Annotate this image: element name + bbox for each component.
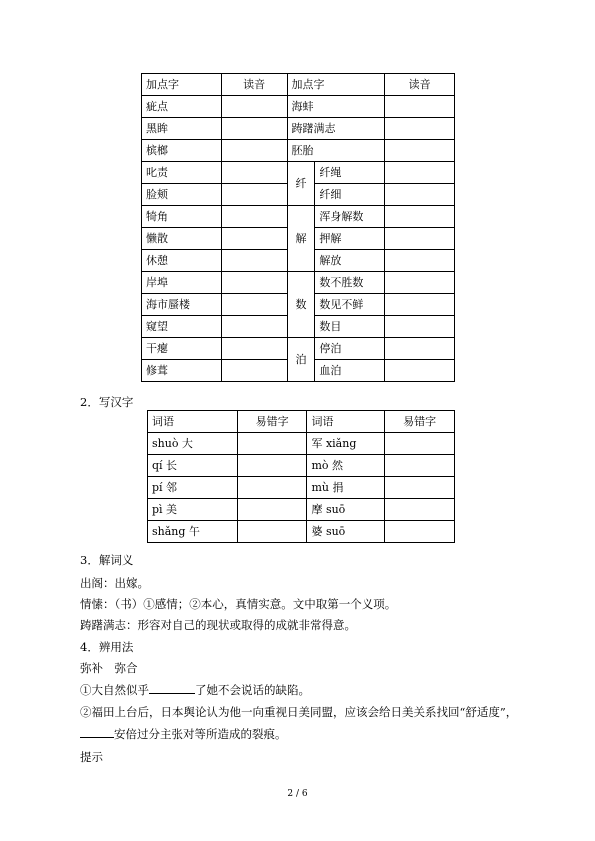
definition-line: 情愫：（书）①感情；②本心，真情实意。文中取第一个义项。	[80, 597, 397, 611]
table-row	[148, 477, 455, 499]
section-heading: 4．辨用法	[80, 640, 134, 654]
word-cell: mù 捐	[307, 477, 385, 499]
answer-cell	[237, 521, 307, 543]
word-cell: 胚胎	[287, 140, 385, 162]
answer-cell	[221, 250, 287, 272]
word-cell: 黑眸	[142, 118, 222, 140]
word-cell: 脸颊	[142, 184, 222, 206]
answer-cell	[237, 477, 307, 499]
definition-line: 踌躇满志：形容对自己的现状或取得的成就非常得意。	[80, 618, 356, 632]
word-cell: 窥望	[142, 316, 222, 338]
word-cell: 血泊	[315, 360, 385, 382]
pronunciation-table	[141, 73, 455, 382]
word-cell: 海市蜃楼	[142, 294, 222, 316]
question-1	[80, 685, 310, 697]
answer-cell	[221, 272, 287, 294]
word-cell: pí 邻	[148, 477, 238, 499]
word-cell: qí 长	[148, 455, 238, 477]
polyphone-char-cell: 纤	[287, 162, 315, 206]
table-header-cell: 读音	[385, 74, 455, 96]
word-cell: 数目	[315, 316, 385, 338]
answer-cell	[221, 118, 287, 140]
word-cell: 海蚌	[287, 96, 385, 118]
word-cell: 军 xiǎng	[307, 433, 385, 455]
table-row	[148, 433, 455, 455]
answer-cell	[385, 294, 455, 316]
question-text: 安倍过分主张对等所造成的裂痕。	[114, 727, 287, 741]
word-cell: 押解	[315, 228, 385, 250]
answer-cell	[385, 316, 455, 338]
word-cell: 犄角	[142, 206, 222, 228]
word-cell: 踌躇满志	[287, 118, 385, 140]
answer-cell	[237, 433, 307, 455]
word-cell: 婆 suō	[307, 521, 385, 543]
word-cell: 干瘪	[142, 338, 222, 360]
answer-cell	[385, 184, 455, 206]
table-header-cell: 易错字	[385, 411, 455, 433]
answer-cell	[385, 499, 455, 521]
answer-cell	[385, 228, 455, 250]
section-heading: 2．写汉字	[80, 395, 134, 409]
table-row	[142, 206, 455, 228]
word-cell: 岸埠	[142, 272, 222, 294]
word-cell: shǎng 午	[148, 521, 238, 543]
answer-cell	[385, 206, 455, 228]
answer-cell	[385, 521, 455, 543]
answer-cell	[385, 272, 455, 294]
table-header-cell: 读音	[221, 74, 287, 96]
table-header-cell: 词语	[307, 411, 385, 433]
question-2-line-2	[80, 729, 287, 741]
answer-cell	[385, 455, 455, 477]
answer-blank	[149, 693, 195, 694]
word-cell: 数不胜数	[315, 272, 385, 294]
word-options: 弥补 弥合	[80, 661, 138, 675]
word-cell: mò 然	[307, 455, 385, 477]
table-row	[142, 162, 455, 184]
table-row	[148, 499, 455, 521]
answer-cell	[221, 316, 287, 338]
answer-cell	[221, 228, 287, 250]
table-row	[142, 338, 455, 360]
section-heading: 3．解词义	[80, 553, 134, 567]
table-header-cell: 加点字	[142, 74, 222, 96]
table-header-cell: 加点字	[287, 74, 385, 96]
polyphone-char-cell: 解	[287, 206, 315, 272]
answer-cell	[221, 140, 287, 162]
table-row	[142, 96, 455, 118]
polyphone-char-cell: 数	[287, 272, 315, 338]
word-cell: 休憩	[142, 250, 222, 272]
word-cell: 修葺	[142, 360, 222, 382]
answer-cell	[221, 206, 287, 228]
answer-cell	[385, 433, 455, 455]
word-cell: 疵点	[142, 96, 222, 118]
word-cell: 叱责	[142, 162, 222, 184]
answer-cell	[385, 360, 455, 382]
word-cell: 摩 suō	[307, 499, 385, 521]
question-2-line-1: ②福田上台后，日本舆论认为他一向重视日美同盟，应该会给日美关系找回“舒适度”，	[80, 705, 518, 719]
table-row	[148, 455, 455, 477]
word-cell: 浑身解数	[315, 206, 385, 228]
table-header-row	[148, 411, 455, 433]
question-text: ①大自然似乎	[80, 683, 149, 697]
polyphone-char-cell: 泊	[287, 338, 315, 382]
word-cell: 懒散	[142, 228, 222, 250]
answer-blank	[80, 737, 114, 738]
word-cell: 停泊	[315, 338, 385, 360]
word-cell: 纤细	[315, 184, 385, 206]
word-cell: shuò 大	[148, 433, 238, 455]
word-cell: 数见不鲜	[315, 294, 385, 316]
word-cell: pì 美	[148, 499, 238, 521]
answer-cell	[385, 162, 455, 184]
word-cell: 解放	[315, 250, 385, 272]
answer-cell	[385, 96, 455, 118]
table-header-cell: 易错字	[237, 411, 307, 433]
table-row	[142, 272, 455, 294]
spelling-table	[147, 410, 455, 543]
answer-cell	[221, 294, 287, 316]
answer-cell	[385, 250, 455, 272]
hint-label: 提示	[80, 750, 103, 764]
table-header-row	[142, 74, 455, 96]
answer-cell	[221, 96, 287, 118]
word-cell: 纤绳	[315, 162, 385, 184]
answer-cell	[385, 338, 455, 360]
table-header-cell: 词语	[148, 411, 238, 433]
table-row	[142, 118, 455, 140]
word-cell: 槟榔	[142, 140, 222, 162]
page-number: 2 / 6	[287, 789, 308, 799]
answer-cell	[221, 338, 287, 360]
definition-line: 出阁：出嫁。	[80, 576, 149, 590]
answer-cell	[237, 499, 307, 521]
answer-cell	[385, 477, 455, 499]
answer-cell	[221, 360, 287, 382]
question-text: 了她不会说话的缺陷。	[195, 683, 310, 697]
table-row	[142, 140, 455, 162]
answer-cell	[221, 162, 287, 184]
table-row	[148, 521, 455, 543]
answer-cell	[385, 118, 455, 140]
answer-cell	[221, 184, 287, 206]
answer-cell	[385, 140, 455, 162]
answer-cell	[237, 455, 307, 477]
